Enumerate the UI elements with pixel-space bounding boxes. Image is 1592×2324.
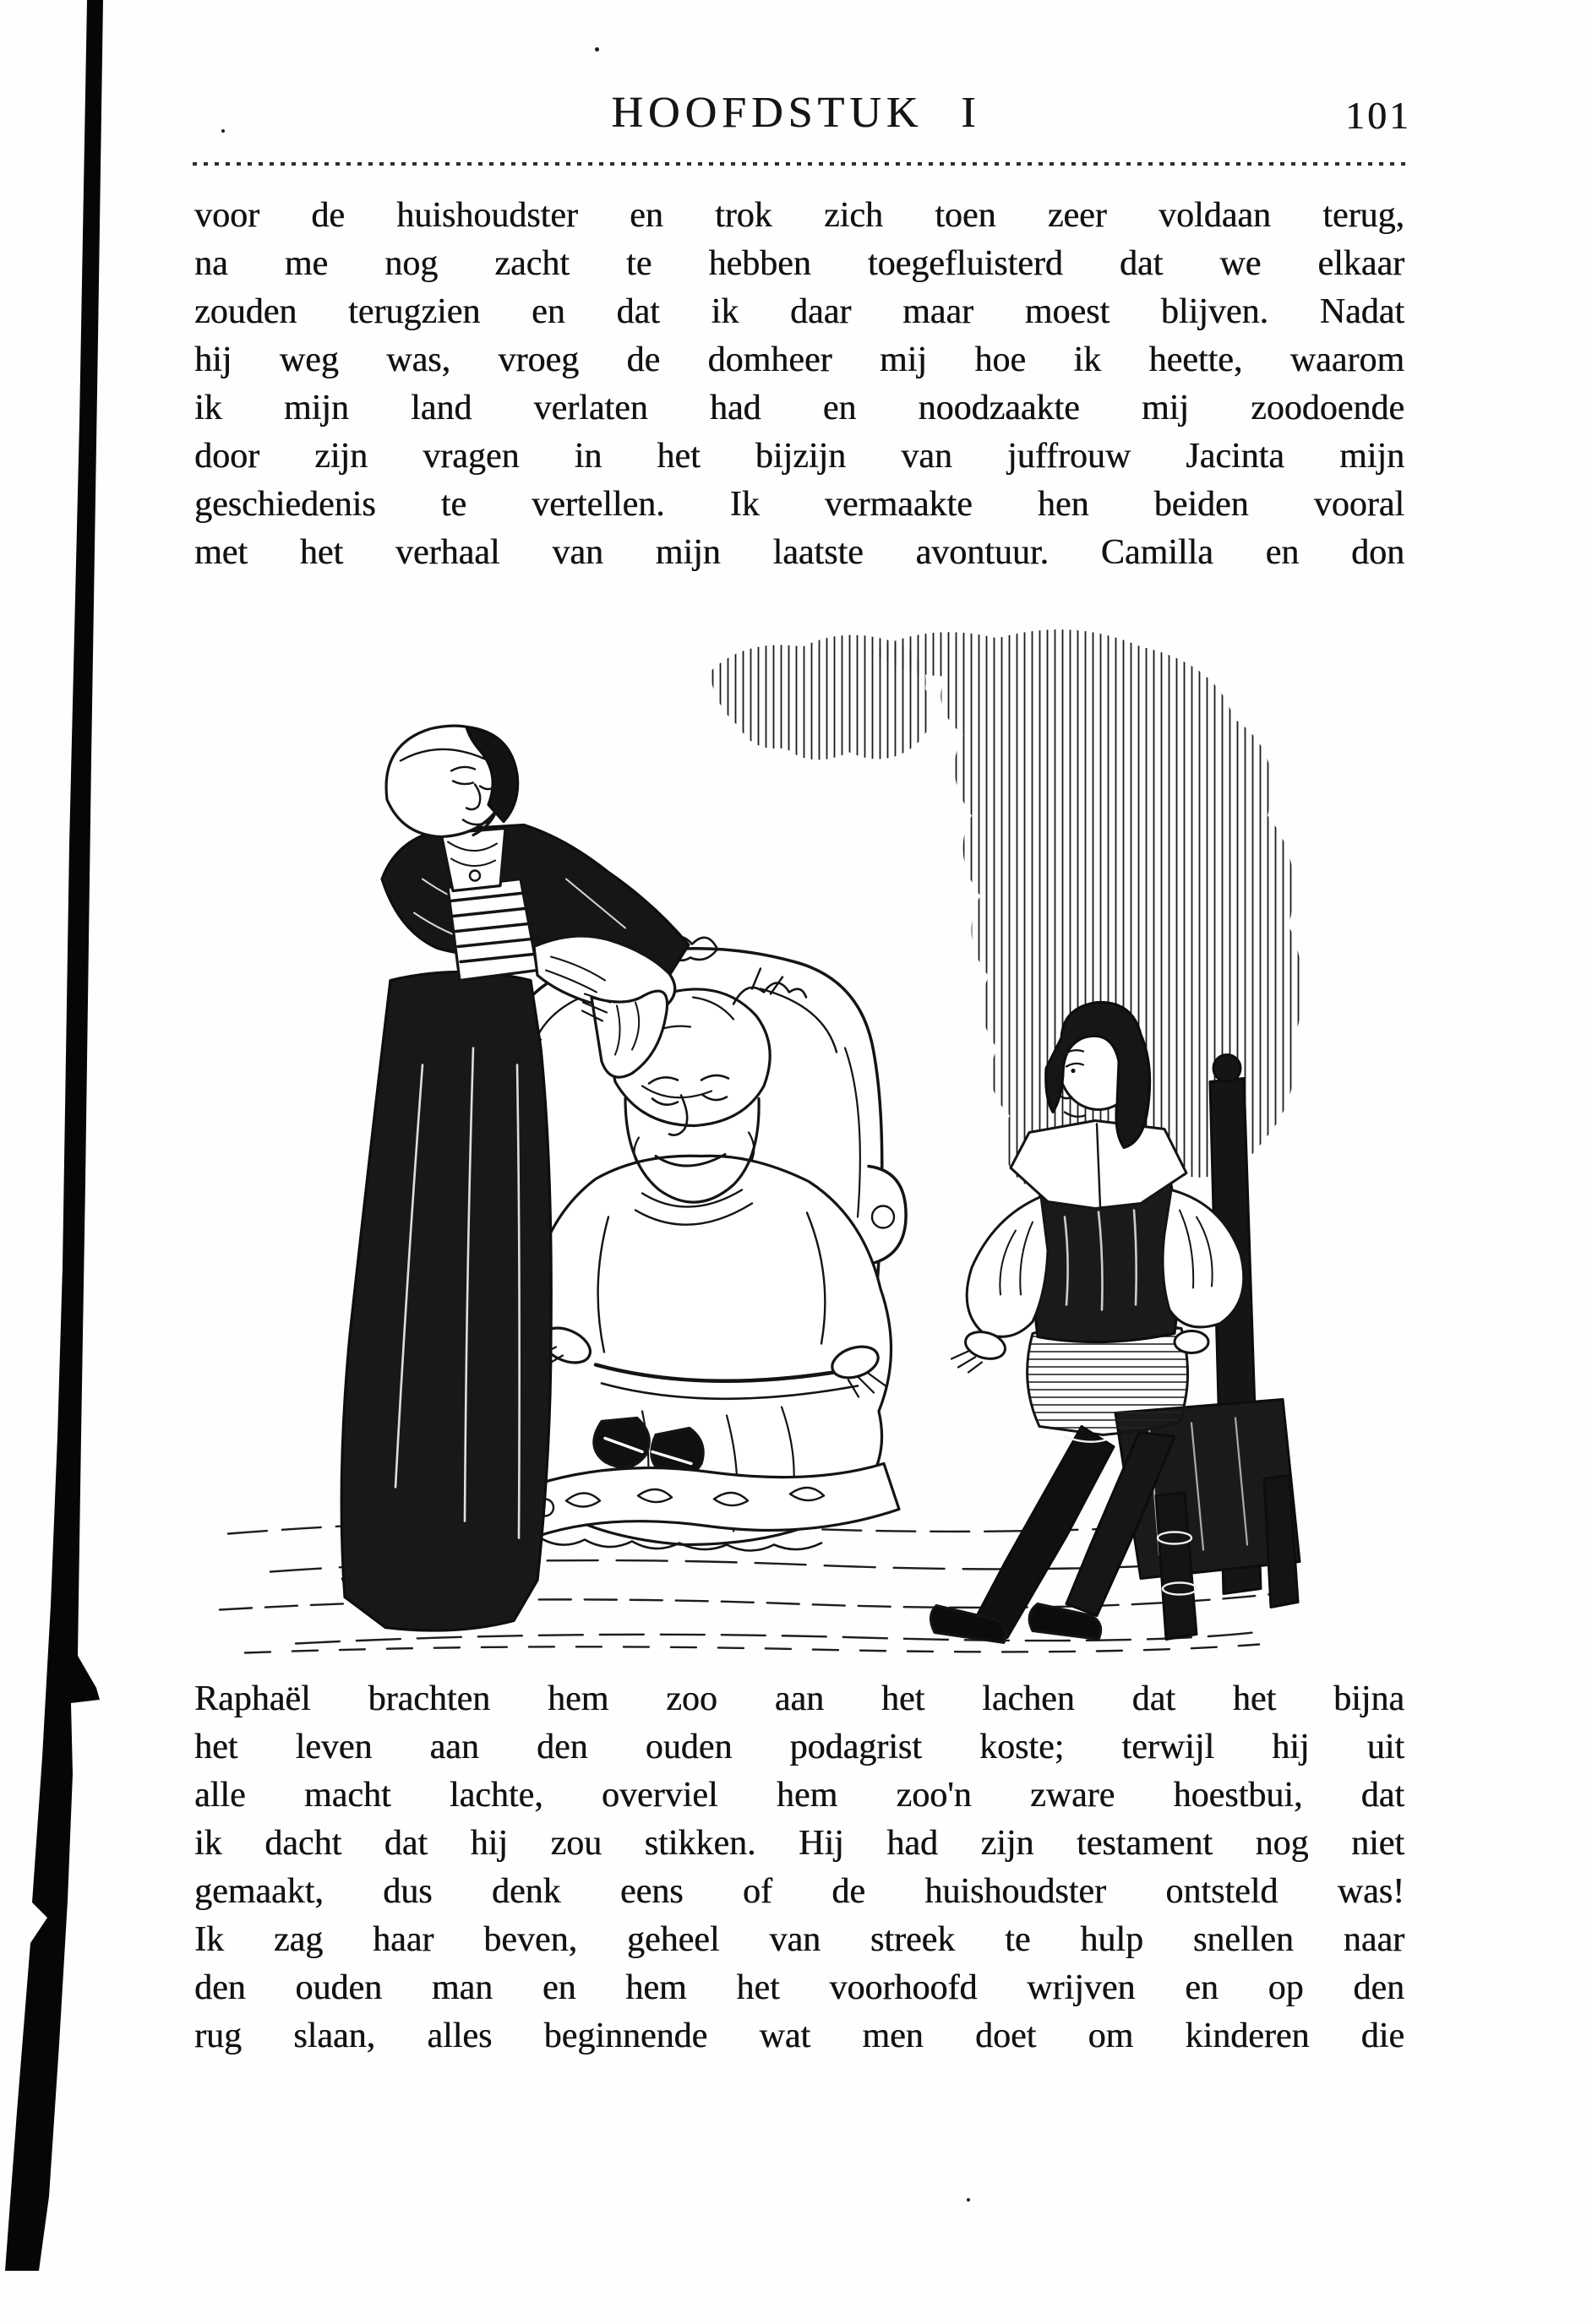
ink-speck bbox=[595, 47, 599, 52]
text-line: zouden terugzien en dat ik daar maar moest blijven. Nadat bbox=[194, 292, 1404, 331]
book-spine-scan-artifact bbox=[0, 0, 118, 2324]
paragraph-2 bbox=[194, 1675, 1404, 2060]
young-man bbox=[930, 1002, 1300, 1642]
text-line: rug slaan, alles beginnende wat men doet om kinderen die bbox=[194, 2016, 1404, 2055]
text-line: door zijn vragen in het bijzijn van juffrouw Jacinta mijn bbox=[194, 437, 1404, 476]
ink-speck bbox=[221, 129, 225, 133]
text-line: gemaakt, dus denk eens of de huishoudster ontsteld was! bbox=[194, 1872, 1404, 1911]
text-line: Raphaël brachten hem zoo aan het lachen dat het bijna bbox=[194, 1679, 1404, 1718]
paragraph-1 bbox=[194, 192, 1404, 577]
chapter-heading: HOOFDSTUK I bbox=[611, 89, 981, 137]
text-line: voor de huishoudster en trok zich toen zeer voldaan terug, bbox=[194, 196, 1404, 235]
text-line: met het verhaal van mijn laatste avontuur. Camilla en don bbox=[194, 533, 1404, 572]
carpet bbox=[522, 1464, 899, 1537]
text-line: alle macht lachte, overviel hem zoo'n zware hoestbui, dat bbox=[194, 1776, 1404, 1815]
text-line: ik mijn land verlaten had en noodzaakte mij zoodoende bbox=[194, 389, 1404, 427]
text-line: geschiedenis te vertellen. Ik vermaakte hen beiden vooral bbox=[194, 485, 1404, 524]
page-number: 101 bbox=[1345, 94, 1411, 137]
text-line: na me nog zacht te hebben toegefluisterd dat we elkaar bbox=[194, 244, 1404, 283]
text-line: hij weg was, vroeg de domheer mij hoe ik heette, waarom bbox=[194, 340, 1404, 379]
ink-speck bbox=[967, 2198, 970, 2202]
book-illustration bbox=[169, 623, 1352, 1658]
text-line: het leven aan den ouden podagrist koste; terwijl hij uit bbox=[194, 1728, 1404, 1766]
text-line: den ouden man en hem het voorhoofd wrijven en op den bbox=[194, 1968, 1404, 2007]
text-line: ik dacht dat hij zou stikken. Hij had zijn testament nog niet bbox=[194, 1824, 1404, 1863]
dotted-rule bbox=[193, 162, 1408, 166]
text-line: Ik zag haar beven, geheel van streek te hulp snellen naar bbox=[194, 1920, 1404, 1959]
